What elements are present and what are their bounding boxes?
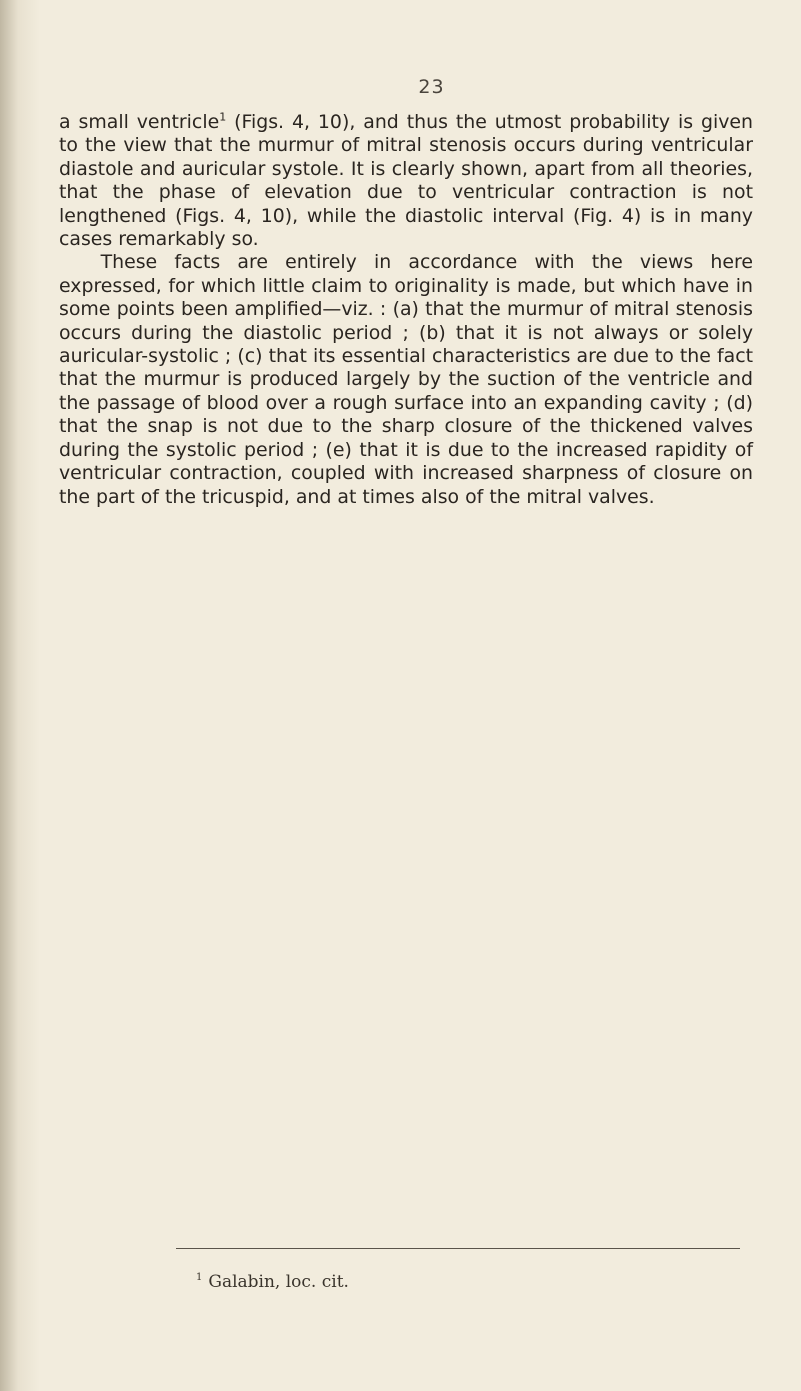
paragraph-1-start: a small ventricle — [59, 111, 220, 133]
paragraph-1 — [59, 111, 753, 251]
body-text — [59, 111, 753, 509]
footnote-divider — [176, 1248, 740, 1249]
footnote-mark: 1 — [196, 1272, 203, 1284]
paragraph-1-rest: (Figs. 4, 10), and thus the utmost probability is given to the view that the murmur of mitral stenosis occurs during ventricular diastole and auricular systole. It is clearly shown, apart from all theories, that the phase of elevation due to ventricular contraction is not lengthened (Figs. 4, 10), while the diastolic interval (Fig. 4) is in many cases remarkably so. — [59, 111, 753, 251]
paragraph-2: These facts are entirely in accordance with the views here expressed, for which little claim to originality is made, but which have in some points been amplified—viz. : (a) that the murmur of mitral stenosis occurs during the diastolic period ; (b) that it is not always or solely auricular-systolic ; (c) that its essential characteristics are due to the fact that the murmur is produced largely by the suction of the ventricle and the passage of blood over a rough surface into an expanding cavity ; (d) that the snap is not due to the sharp closure of the thickened valves during the systolic period ; (e) that it is due to the increased rapidity of ventricular contraction, coupled with increased sharpness of closure on the part of the tricuspid, and at times also of the mitral valves. — [59, 251, 753, 508]
footnote-text: Galabin, loc. cit. — [208, 1272, 349, 1292]
page-edge-shadow — [0, 0, 40, 1391]
footnote — [196, 1272, 349, 1292]
footnote-reference[interactable]: 1 — [219, 110, 227, 124]
page-number: 23 — [418, 76, 445, 98]
